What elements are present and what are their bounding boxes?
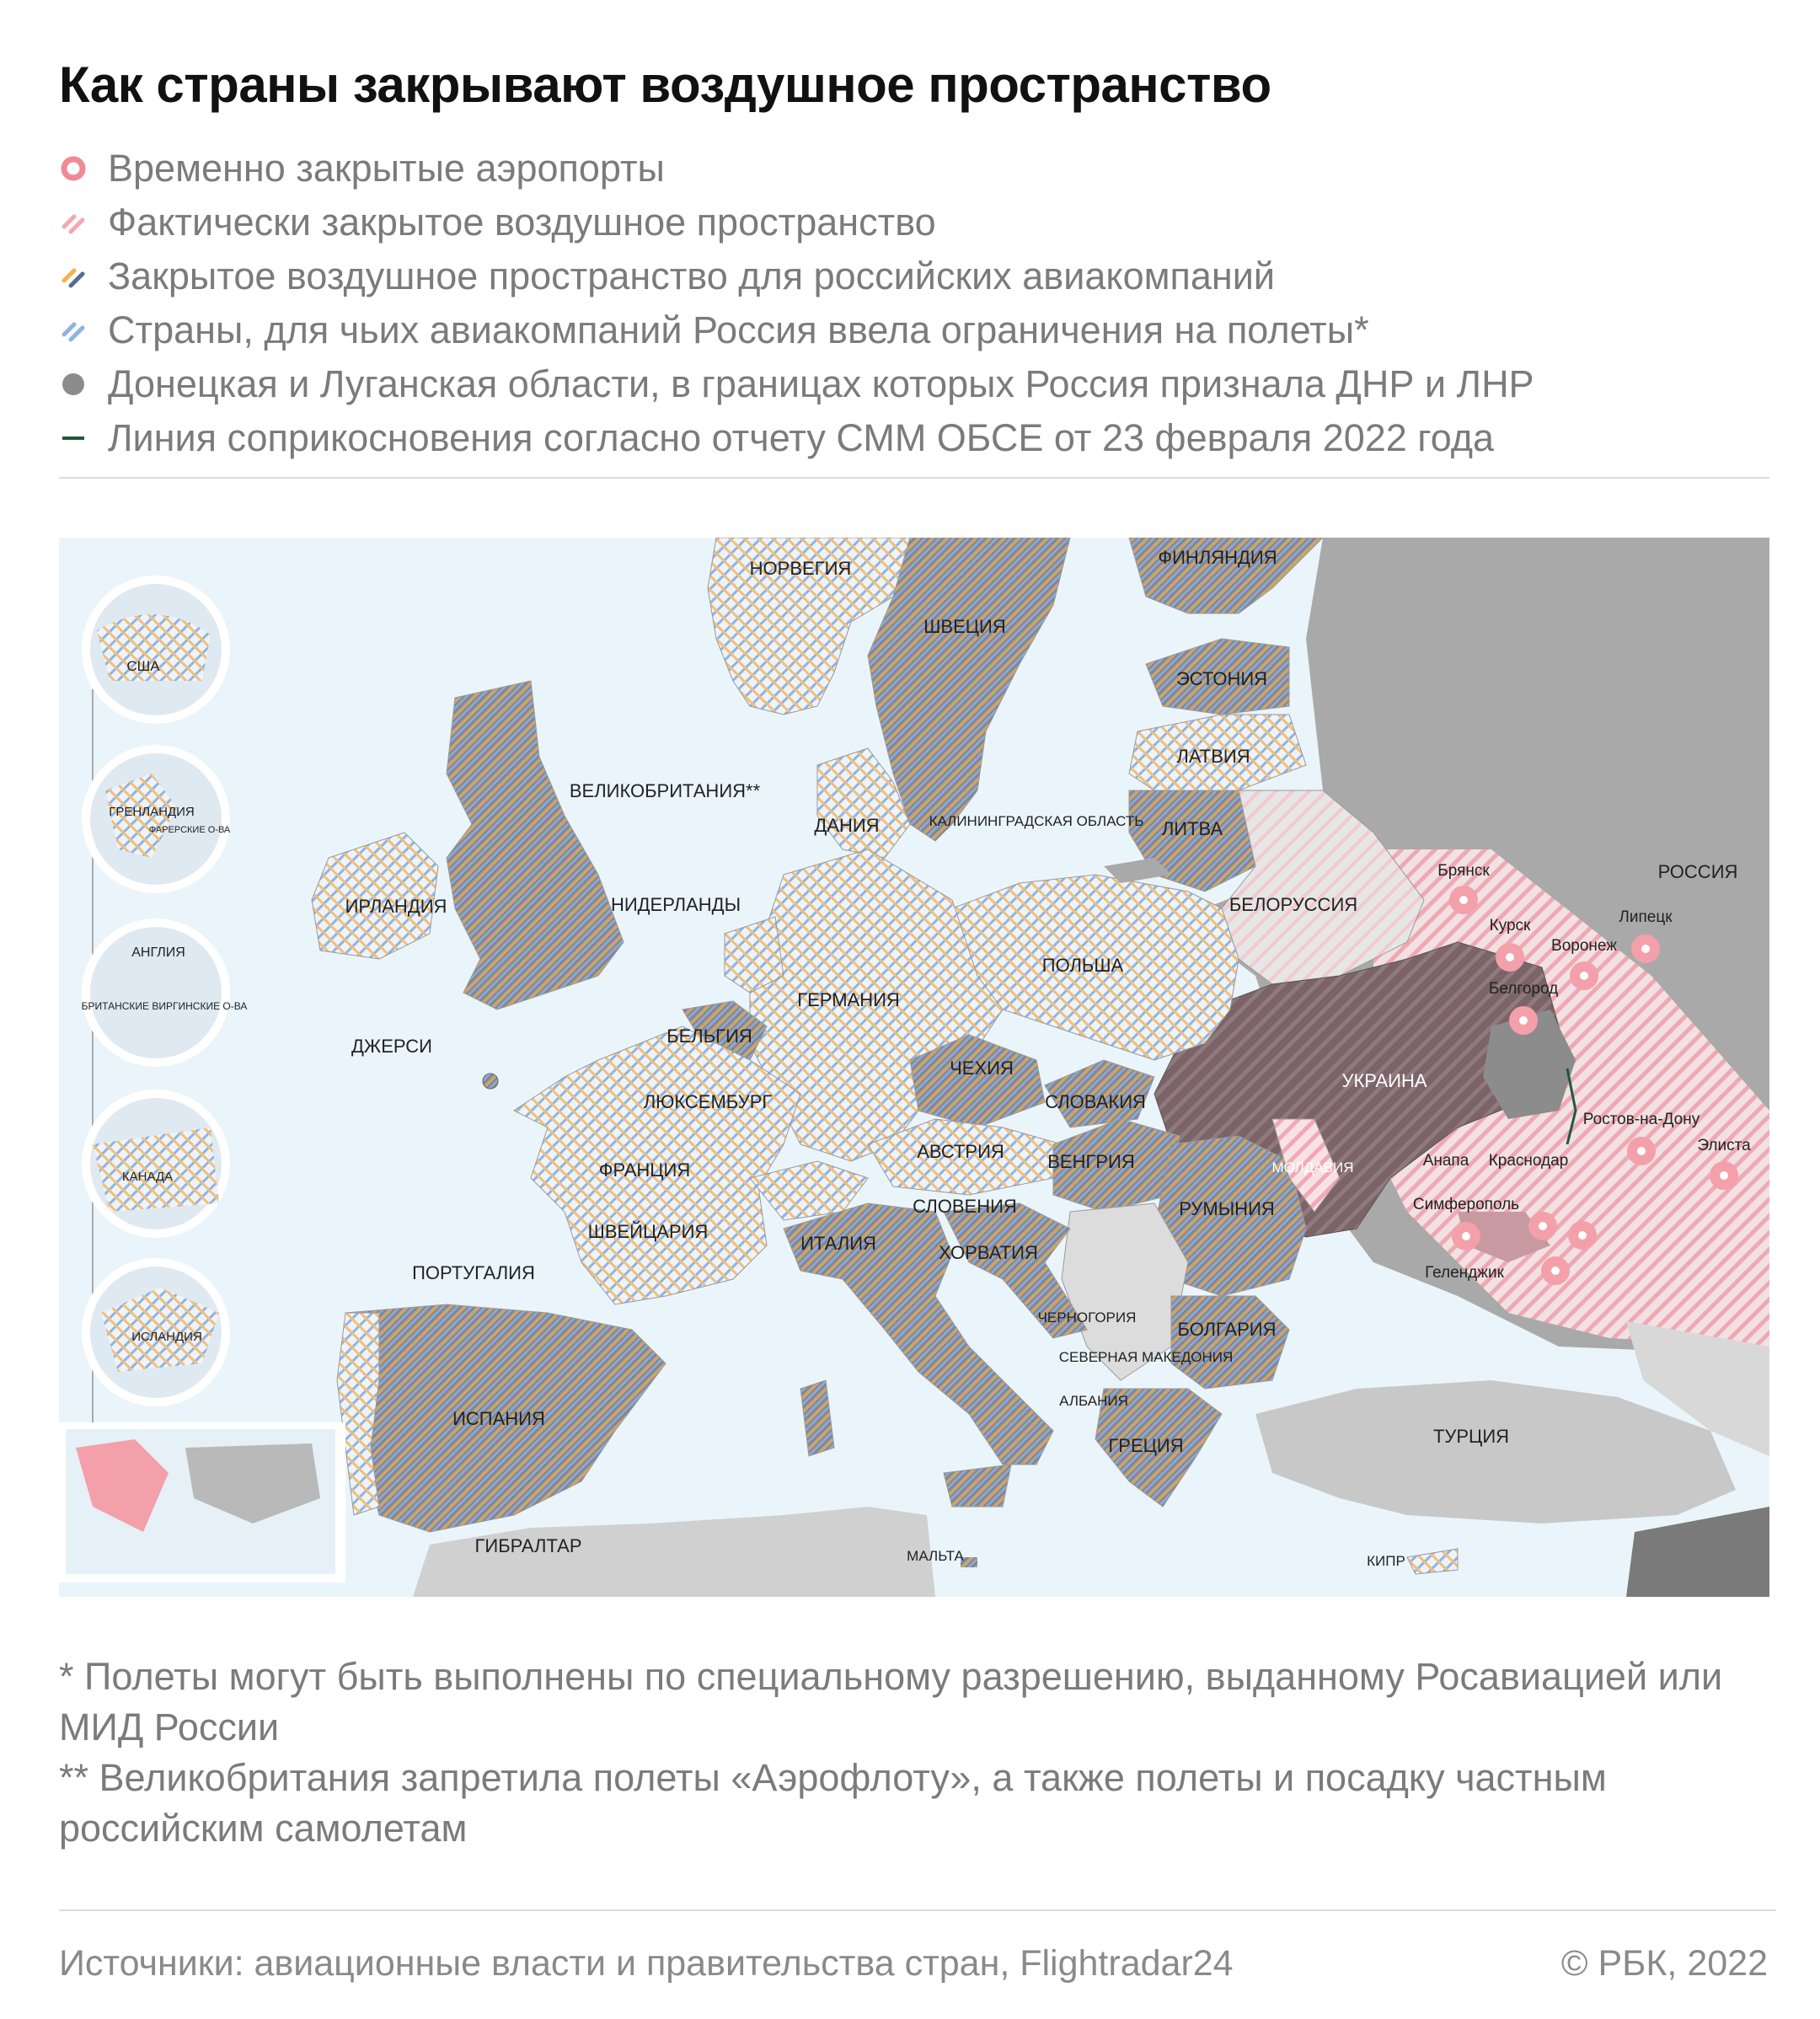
label-slovenia: СЛОВЕНИЯ: [913, 1196, 1017, 1217]
label-uk: ВЕЛИКОБРИТАНИЯ**: [569, 780, 761, 801]
label-kaliningrad: КАЛИНИНГРАДСКАЯ ОБЛАСТЬ: [929, 813, 1144, 829]
europe-map: [59, 538, 1769, 1597]
label-norway: НОРВЕГИЯ: [749, 558, 852, 579]
legend: [59, 142, 1769, 465]
label-france: ФРАНЦИЯ: [598, 1159, 691, 1181]
label-ireland: ИРЛАНДИЯ: [345, 896, 447, 917]
label-moldova: МОЛДАВИЯ: [1271, 1159, 1354, 1176]
source-text: Источники: авиационные власти и правительства стран, Flightradar24: [59, 1943, 1234, 1984]
airport-label: Липецк: [1619, 908, 1673, 926]
airport-label: Воронеж: [1551, 937, 1617, 955]
inset-iceland: [82, 1258, 230, 1406]
label-netherlands: НИДЕРЛАНДЫ: [610, 894, 741, 915]
inset-label-england: АНГЛИЯ: [131, 945, 185, 960]
legend-item-russia-restrictions: [59, 303, 1769, 357]
inset-label-iceland: ИСЛАНДИЯ: [131, 1330, 202, 1344]
legend-item-closed-for-russian: [59, 249, 1769, 303]
label-cyprus: КИПР: [1367, 1553, 1405, 1569]
inset-canada: [82, 1090, 230, 1238]
airport-label: Элиста: [1697, 1137, 1751, 1154]
label-poland: ПОЛЬША: [1041, 955, 1124, 976]
legend-item-closed-airports: [59, 142, 1769, 195]
legend-item-contact-line: [59, 411, 1769, 465]
legend-item-dnr-lnr: [59, 357, 1769, 411]
label-luxembourg: ЛЮКСЕМБУРГ: [643, 1091, 773, 1112]
inset-greenland: [82, 745, 231, 893]
label-estonia: ЭСТОНИЯ: [1175, 668, 1268, 689]
inset-world-map: [59, 1422, 345, 1583]
dot-gray-icon: [59, 370, 88, 399]
hatch-orange-icon: [59, 262, 88, 291]
legend-label: Линия соприкосновения согласно отчету СММ ОБСЕ от 23 февраля 2022 года: [108, 416, 1495, 459]
inset-label-usa: США: [126, 658, 160, 674]
label-italy: ИТАЛИЯ: [800, 1233, 876, 1254]
inset-label-canada: КАНАДА: [121, 1170, 174, 1184]
legend-label: Закрытое воздушное пространство для российских авиакомпаний: [108, 254, 1276, 297]
hatch-pink-icon: [59, 208, 88, 237]
label-finland: ФИНЛЯНДИЯ: [1158, 547, 1277, 568]
label-slovakia: СЛОВАКИЯ: [1045, 1091, 1146, 1112]
legend-label: Фактически закрытое воздушное пространство: [108, 201, 936, 244]
label-jersey: ДЖЕРСИ: [351, 1036, 433, 1057]
label-latvia: ЛАТВИЯ: [1176, 746, 1250, 767]
airport-label: Анапа: [1422, 1152, 1469, 1170]
legend-label: Донецкая и Луганская области, в границах которых Россия признала ДНР и ЛНР: [108, 362, 1534, 405]
inset-label-faroe: ФАРЕРСКИЕ О-ВА: [148, 825, 231, 835]
label-russia: РОССИЯ: [1657, 861, 1738, 882]
label-north-macedonia: СЕВЕРНАЯ МАКЕДОНИЯ: [1058, 1349, 1234, 1365]
label-germany: ГЕРМАНИЯ: [797, 989, 900, 1010]
label-hungary: ВЕНГРИЯ: [1047, 1151, 1135, 1172]
inset-label-greenland: ГРЕНЛАНДИЯ: [109, 805, 195, 819]
hatch-blue-icon: [59, 316, 88, 345]
jersey: [483, 1074, 498, 1089]
airport-label: Белгород: [1488, 980, 1559, 998]
label-switzerland: ШВЕЙЦАРИЯ: [587, 1221, 709, 1242]
legend-label: Страны, для чьих авиакомпаний Россия ввела ограничения на полеты*: [108, 308, 1369, 351]
label-albania: АЛБАНИЯ: [1059, 1393, 1128, 1409]
label-sweden: ШВЕЦИЯ: [923, 616, 1006, 637]
divider-top: [59, 477, 1769, 479]
label-czechia: ЧЕХИЯ: [950, 1058, 1014, 1079]
airport-label: Симферополь: [1412, 1196, 1520, 1213]
legend-label: Временно закрытые аэропорты: [108, 147, 665, 190]
label-romania: РУМЫНИЯ: [1179, 1198, 1275, 1219]
legend-item-closed-airspace: [59, 195, 1769, 249]
inset-label-bvi: БРИТАНСКИЕ ВИРГИНСКИЕ О-ВА: [81, 1000, 248, 1012]
label-portugal: ПОРТУГАЛИЯ: [412, 1262, 535, 1283]
footnote-1: * Полеты могут быть выполнены по специальному разрешению, выданному Росавиацией или МИД России: [59, 1655, 1723, 1749]
label-greece: ГРЕЦИЯ: [1108, 1435, 1184, 1456]
ring-icon: [59, 154, 88, 183]
airport-label: Брянск: [1437, 862, 1490, 880]
label-bulgaria: БОЛГАРИЯ: [1177, 1319, 1277, 1340]
copyright-text: © РБК, 2022: [1560, 1943, 1768, 1984]
label-denmark: ДАНИЯ: [814, 815, 880, 836]
label-turkey: ТУРЦИЯ: [1432, 1426, 1510, 1447]
inset-usa: [82, 576, 230, 724]
label-ukraine: УКРАИНА: [1341, 1070, 1427, 1091]
label-montenegro: ЧЕРНОГОРИЯ: [1037, 1309, 1137, 1325]
label-austria: АВСТРИЯ: [917, 1141, 1004, 1162]
label-croatia: ХОРВАТИЯ: [939, 1242, 1038, 1263]
label-gibraltar: ГИБРАЛТАР: [474, 1535, 582, 1556]
label-belgium: БЕЛЬГИЯ: [666, 1026, 752, 1047]
airport-label: Ростов-на-Дону: [1582, 1111, 1700, 1128]
label-malta: МАЛЬТА: [907, 1548, 964, 1564]
label-spain: ИСПАНИЯ: [452, 1408, 545, 1429]
label-lithuania: ЛИТВА: [1161, 818, 1223, 839]
line-green-icon: [59, 424, 88, 453]
divider-bottom: [59, 1909, 1776, 1911]
label-belarus: БЕЛОРУССИЯ: [1228, 894, 1358, 915]
airport-label: Краснодар: [1488, 1152, 1569, 1170]
footnotes: [59, 1652, 1778, 1854]
airport-label: Курск: [1489, 917, 1531, 935]
page-title: Как страны закрывают воздушное пространство: [59, 56, 1271, 113]
airport-label: Геленджик: [1425, 1264, 1504, 1282]
footnote-2: ** Великобритания запретила полеты «Аэрофлоту», а также полеты и посадку частным российским самолетам: [59, 1756, 1607, 1850]
